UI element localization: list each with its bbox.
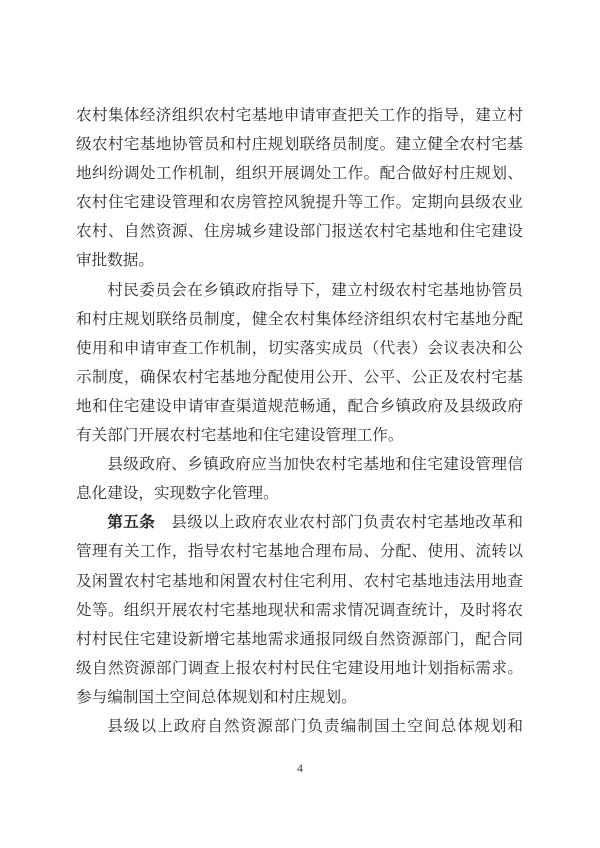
- text-line: 农村集体经济组织农村宅基地申请审查把关工作的指导，建立村: [76, 107, 523, 124]
- text-line: 参与编制国土空间总体规划和村庄规划。: [76, 688, 357, 706]
- paragraph: [76, 276, 523, 451]
- text-line: 级自然资源部门调查上报农村村民住宅建设用地计划指标需求。: [76, 659, 523, 677]
- text-line: 及闲置农村宅基地和闲置农村住宅利用、农村宅基地违法用地查: [76, 572, 523, 590]
- text-line: 县级以上政府自然资源部门负责编制国土空间总体规划和: [107, 717, 523, 735]
- text-line: 村民委员会在乡镇政府指导下，建立村级农村宅基地协管员: [107, 281, 523, 299]
- paragraph: [76, 450, 523, 508]
- text-line: 级农村宅基地协管员和村庄规划联络员制度。建立健全农村宅基: [76, 136, 523, 154]
- article-lead-text: 县级以上政府农业农村部门负责农村宅基地改革和: [155, 514, 523, 532]
- text-line: 地和住宅建设申请审查渠道规范畅通，配合乡镇政府及县级政府: [76, 397, 523, 415]
- text-line: [76, 508, 523, 537]
- text-line: 村村民住宅建设新增宅基地需求通报同级自然资源部门，配合同: [76, 630, 523, 648]
- text-line: 管理有关工作，指导农村宅基地合理布局、分配、使用、流转以: [76, 543, 523, 561]
- paragraph: [76, 508, 523, 712]
- text-line: 农村住宅建设管理和农房管控风貌提升等工作。定期向县级农业: [76, 194, 523, 212]
- text-line: 地纠纷调处工作机制，组织开展调处工作。配合做好村庄规划、: [76, 165, 523, 183]
- text-line: 示制度，确保农村宅基地分配使用公开、公平、公正及农村宅基: [76, 368, 523, 386]
- text-line: 有关部门开展农村宅基地和住宅建设管理工作。: [76, 427, 404, 445]
- text-block: [76, 101, 523, 741]
- article-number: 第五条: [107, 514, 156, 532]
- page-number: 4: [297, 761, 303, 775]
- text-line: 使用和申请审查工作机制，切实落实成员（代表）会议表决和公: [76, 339, 523, 357]
- text-line: 息化建设，实现数字化管理。: [76, 485, 279, 503]
- text-line: 审批数据。: [76, 252, 154, 270]
- text-line: 县级政府、乡镇政府应当加快农村宅基地和住宅建设管理信: [107, 456, 523, 474]
- text-line: 和村庄规划联络员制度，健全农村集体经济组织农村宅基地分配: [76, 310, 523, 328]
- text-line: 处等。组织开展农村宅基地现状和需求情况调查统计，及时将农: [76, 601, 523, 619]
- paragraph: [76, 101, 523, 276]
- text-line: 农村、自然资源、住房城乡建设部门报送农村宅基地和住宅建设: [76, 223, 523, 241]
- paragraph: [76, 712, 523, 741]
